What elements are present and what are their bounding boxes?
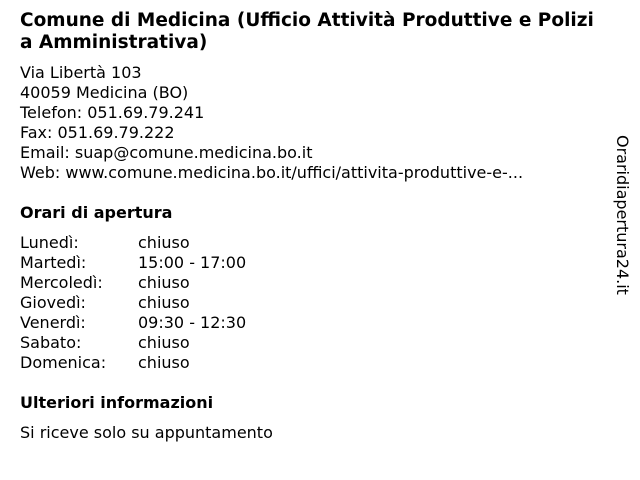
web-label: Web:: [20, 163, 61, 182]
email-link[interactable]: suap@comune.medicina.bo.it: [74, 143, 313, 162]
opening-hours-heading: Orari di apertura: [20, 203, 173, 222]
day-hours: chiuso: [138, 333, 190, 352]
day-hours: chiuso: [138, 273, 190, 292]
hours-row-tuesday: [20, 253, 605, 273]
further-info-text: Si riceve solo su appuntamento: [20, 423, 273, 442]
day-label: Domenica:: [20, 353, 107, 372]
hours-row-monday: [20, 233, 605, 253]
web-line: [20, 163, 605, 183]
page-title: Comune di Medicina (Ufficio Attività Produttive e Polizia Amministrativa): [20, 10, 594, 53]
hours-row-sunday: [20, 353, 605, 373]
brand-watermark: Oraridiapertura24.it: [613, 135, 632, 295]
day-label: Lunedì:: [20, 233, 79, 252]
hours-row-wednesday: [20, 273, 605, 293]
opening-hours-table: [20, 233, 605, 373]
city-address: 40059 Medicina (BO): [20, 83, 189, 102]
fax-number: Fax: 051.69.79.222: [20, 123, 175, 142]
day-label: Sabato:: [20, 333, 82, 352]
day-hours: chiuso: [138, 233, 190, 252]
day-label: Venerdì:: [20, 313, 86, 332]
day-label: Giovedì:: [20, 293, 86, 312]
hours-row-thursday: [20, 293, 605, 313]
day-hours: chiuso: [138, 353, 190, 372]
email-line: [20, 143, 605, 163]
street-address: Via Libertà 103: [20, 63, 142, 82]
hours-row-friday: [20, 313, 605, 333]
further-info-heading: Ulteriori informazioni: [20, 393, 214, 412]
email-label: Email:: [20, 143, 70, 162]
day-label: Martedì:: [20, 253, 87, 272]
day-label: Mercoledì:: [20, 273, 103, 292]
phone-number: Telefon: 051.69.79.241: [20, 103, 205, 122]
day-hours: 15:00 - 17:00: [138, 253, 247, 272]
address-block: [20, 63, 605, 183]
main-content: [20, 10, 605, 443]
day-hours: 09:30 - 12:30: [138, 313, 247, 332]
hours-row-saturday: [20, 333, 605, 353]
day-hours: chiuso: [138, 293, 190, 312]
web-link[interactable]: www.comune.medicina.bo.it/uffici/attivita-produttive-e-...: [65, 163, 524, 182]
